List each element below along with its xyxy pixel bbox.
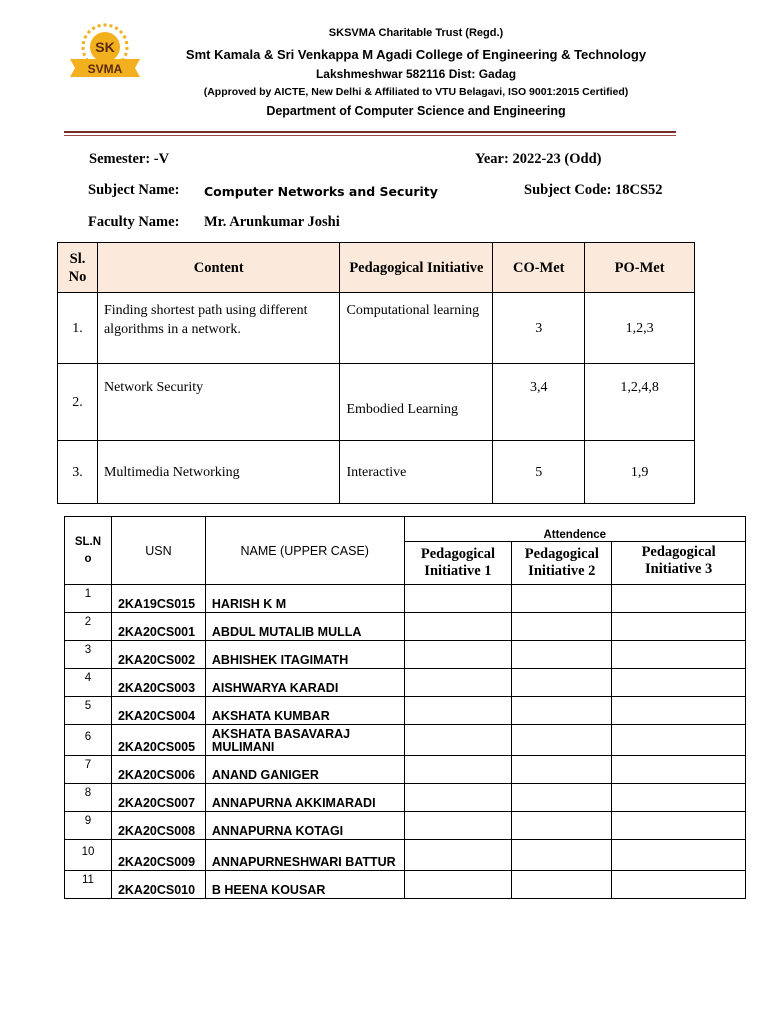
- cell-pi2: [512, 585, 612, 613]
- cell-pi1: [404, 725, 512, 756]
- cell-sn: 11: [65, 871, 112, 899]
- col-header-usn: USN: [111, 517, 205, 585]
- cell-pi3: [612, 725, 746, 756]
- cell-pi3: [612, 812, 746, 840]
- cell-pi1: [404, 641, 512, 669]
- col-header-name: NAME (UPPER CASE): [205, 517, 404, 585]
- cell-sn: 2: [65, 613, 112, 641]
- cell-pi1: [404, 871, 512, 899]
- cell-sn: 3: [65, 641, 112, 669]
- cell-pi3: [612, 585, 746, 613]
- cell-pi1: [404, 669, 512, 697]
- department-name: Department of Computer Science and Engineering: [266, 104, 566, 118]
- col-header-content: Content: [97, 243, 340, 293]
- table-row: [65, 812, 746, 840]
- col-header-co-met: CO-Met: [493, 243, 585, 293]
- col-header-po-met: PO-Met: [585, 243, 695, 293]
- cell-pi3: [612, 756, 746, 784]
- cell-content: Network Security: [97, 364, 340, 441]
- table-row: [65, 784, 746, 812]
- cell-initiative: Embodied Learning: [340, 364, 493, 441]
- logo-text-top: SK: [95, 39, 115, 55]
- cell-usn: 2KA20CS002: [111, 641, 205, 669]
- cell-pi2: [512, 641, 612, 669]
- cell-po: 1,9: [585, 441, 695, 504]
- cell-pi2: [512, 697, 612, 725]
- header-divider-thin: [64, 135, 676, 136]
- col-header-pi2: Pedagogical Initiative 2: [512, 542, 612, 585]
- subject-name-label: Subject Name:: [88, 182, 180, 198]
- cell-pi1: [404, 756, 512, 784]
- cell-usn: 2KA20CS003: [111, 669, 205, 697]
- cell-pi2: [512, 840, 612, 871]
- cell-name: AKSHATA KUMBAR: [205, 697, 404, 725]
- cell-name: ANNAPURNESHWARI BATTUR: [205, 840, 404, 871]
- cell-pi3: [612, 669, 746, 697]
- cell-pi1: [404, 697, 512, 725]
- cell-pi1: [404, 840, 512, 871]
- header-divider: [64, 131, 676, 133]
- cell-sn: 1: [65, 585, 112, 613]
- table-row: [65, 697, 746, 725]
- cell-name: HARISH K M: [205, 585, 404, 613]
- college-name: Smt Kamala & Sri Venkappa M Agadi College of Engineering & Technology: [185, 47, 647, 62]
- cell-pi3: [612, 840, 746, 871]
- table-row: [65, 725, 746, 756]
- col-header-pi3: Pedagogical Initiative 3: [612, 542, 746, 585]
- cell-sn: 4: [65, 669, 112, 697]
- cell-slno: 1.: [58, 293, 98, 364]
- cell-po: 1,2,4,8: [585, 364, 695, 441]
- table-header-row: [58, 243, 695, 293]
- subject-code: Subject Code: 18CS52: [524, 182, 663, 198]
- cell-name: AKSHATA BASAVARAJ MULIMANI: [205, 725, 404, 756]
- cell-pi2: [512, 756, 612, 784]
- cell-po: 1,2,3: [585, 293, 695, 364]
- cell-slno: 2.: [58, 364, 98, 441]
- cell-sn: 8: [65, 784, 112, 812]
- pedagogy-content-table: [57, 242, 695, 504]
- cell-usn: 2KA20CS007: [111, 784, 205, 812]
- cell-sn: 7: [65, 756, 112, 784]
- cell-pi3: [612, 784, 746, 812]
- cell-usn: 2KA20CS001: [111, 613, 205, 641]
- col-header-attendence: Attendence: [404, 517, 745, 542]
- cell-usn: 2KA20CS004: [111, 697, 205, 725]
- cell-usn: 2KA20CS006: [111, 756, 205, 784]
- cell-initiative: Interactive: [340, 441, 493, 504]
- table-row: [65, 756, 746, 784]
- table-row: [65, 840, 746, 871]
- cell-pi1: [404, 613, 512, 641]
- table-row: [65, 871, 746, 899]
- table-row: [65, 641, 746, 669]
- table-row: [65, 613, 746, 641]
- cell-sn: 5: [65, 697, 112, 725]
- subject-name-value: Computer Networks and Security: [204, 184, 438, 199]
- attendance-header-row: [65, 517, 746, 542]
- col-header-slno: SL.N o: [65, 517, 112, 585]
- cell-name: AISHWARYA KARADI: [205, 669, 404, 697]
- table-row: [58, 364, 695, 441]
- cell-pi1: [404, 812, 512, 840]
- cell-name: ABHISHEK ITAGIMATH: [205, 641, 404, 669]
- cell-pi3: [612, 697, 746, 725]
- cell-name: ABDUL MUTALIB MULLA: [205, 613, 404, 641]
- cell-content: Finding shortest path using different algorithms in a network.: [97, 293, 340, 364]
- cell-usn: 2KA20CS005: [111, 725, 205, 756]
- logo-text-bottom: SVMA: [87, 62, 123, 76]
- cell-usn: 2KA20CS010: [111, 871, 205, 899]
- cell-pi2: [512, 613, 612, 641]
- cell-co: 3,4: [493, 364, 585, 441]
- cell-pi1: [404, 585, 512, 613]
- col-header-pi1: Pedagogical Initiative 1: [404, 542, 512, 585]
- faculty-name-value: Mr. Arunkumar Joshi: [204, 214, 340, 230]
- col-header-initiative: Pedagogical Initiative: [340, 243, 493, 293]
- attendance-table: [64, 516, 746, 899]
- table-row: [58, 293, 695, 364]
- college-address: Lakshmeshwar 582116 Dist: Gadag: [315, 67, 517, 81]
- cell-pi2: [512, 871, 612, 899]
- cell-pi3: [612, 871, 746, 899]
- cell-usn: 2KA20CS009: [111, 840, 205, 871]
- cell-pi2: [512, 812, 612, 840]
- cell-content: Multimedia Networking: [97, 441, 340, 504]
- cell-name: ANNAPURNA AKKIMARADI: [205, 784, 404, 812]
- faculty-name-label: Faculty Name:: [88, 214, 180, 230]
- cell-name: B HEENA KOUSAR: [205, 871, 404, 899]
- cell-pi3: [612, 613, 746, 641]
- college-logo: [67, 23, 143, 79]
- cell-sn: 9: [65, 812, 112, 840]
- table-row: [58, 441, 695, 504]
- year-label: Year: 2022-23 (Odd): [475, 151, 602, 167]
- cell-initiative: Computational learning: [340, 293, 493, 364]
- cell-usn: 2KA19CS015: [111, 585, 205, 613]
- cell-pi2: [512, 725, 612, 756]
- cell-name: ANNAPURNA KOTAGI: [205, 812, 404, 840]
- cell-pi2: [512, 669, 612, 697]
- cell-co: 3: [493, 293, 585, 364]
- cell-slno: 3.: [58, 441, 98, 504]
- trust-name: SKSVMA Charitable Trust (Regd.): [328, 27, 504, 39]
- cell-name: ANAND GANIGER: [205, 756, 404, 784]
- cell-sn: 10: [65, 840, 112, 871]
- cell-usn: 2KA20CS008: [111, 812, 205, 840]
- table-row: [65, 669, 746, 697]
- approval-note: (Approved by AICTE, New Delhi & Affiliated to VTU Belagavi, ISO 9001:2015 Certified): [203, 86, 629, 98]
- cell-co: 5: [493, 441, 585, 504]
- cell-pi2: [512, 784, 612, 812]
- cell-sn: 6: [65, 725, 112, 756]
- table-row: [65, 585, 746, 613]
- col-header-slno: Sl. No: [58, 243, 98, 293]
- semester-label: Semester: -V: [89, 151, 170, 167]
- cell-pi1: [404, 784, 512, 812]
- cell-pi3: [612, 641, 746, 669]
